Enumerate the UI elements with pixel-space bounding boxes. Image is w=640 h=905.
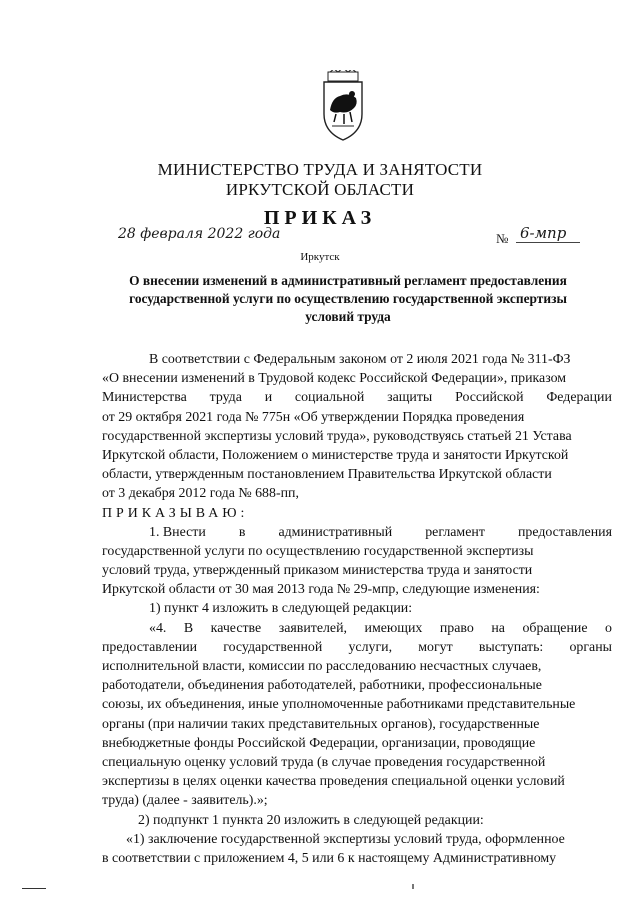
city-name: Иркутск xyxy=(300,251,340,263)
word: услуги, xyxy=(348,639,393,655)
footer-rule xyxy=(22,888,46,889)
word: Федерации xyxy=(546,390,612,406)
body-line-justified xyxy=(102,619,612,638)
body-line: «1) заключение государственной экспертизы условий труда, оформленное xyxy=(126,831,565,847)
body-line: исполнительной власти, комиссии по расследованию несчастных случаев, xyxy=(102,659,542,674)
word: имеющих xyxy=(364,620,423,636)
word: могут xyxy=(418,639,453,655)
subject-line: государственной услуги по осуществлению государственной экспертизы xyxy=(129,291,567,306)
body-line-justified xyxy=(102,388,612,407)
handwritten-date: 28 февраля 2022 года xyxy=(118,226,281,242)
order-command-word: ПРИКАЗЫВАЮ: xyxy=(102,505,249,521)
word: органы xyxy=(569,639,612,655)
word: о xyxy=(605,620,612,636)
body-line: государственной экспертизы условий труда», руководствуясь статьей 21 Устава xyxy=(102,428,572,444)
word: на xyxy=(491,620,505,636)
word: административный xyxy=(278,524,393,540)
word: В xyxy=(183,620,194,636)
ministry-name-line-2: ИРКУТСКОЙ ОБЛАСТИ xyxy=(225,180,415,199)
body-line: условий труда, утвержденный приказом министерства труда и занятости xyxy=(102,563,533,579)
order-body-text xyxy=(102,350,612,868)
body-line: области, утвержденным постановлением Правительства Иркутской области xyxy=(102,467,552,483)
word: «4. xyxy=(149,620,167,636)
body-line: специальную оценку условий труда (в случае проведения государственной xyxy=(102,754,546,770)
body-line: работодатели, объединения работодателей, работники, профессиональные xyxy=(102,678,542,694)
word: обращение xyxy=(522,620,588,636)
word: регламент xyxy=(425,524,485,540)
word: 1. Внести xyxy=(149,524,206,540)
coat-of-arms-icon xyxy=(318,70,368,142)
body-line: Иркутской области, Положением о министерстве труда и занятости Иркутской xyxy=(102,447,569,463)
body-line: государственной услуги по осуществлению государственной экспертизы xyxy=(102,543,534,559)
body-line: 2) подпункт 1 пункта 20 изложить в следующей редакции: xyxy=(138,812,484,828)
number-label: № xyxy=(496,231,509,246)
word: труда xyxy=(209,390,242,406)
body-line: союзы, их объединения, иные уполномоченные работниками представительные xyxy=(102,697,576,713)
word: защиты xyxy=(387,390,433,406)
document-type-title: ПРИКАЗ xyxy=(263,207,377,229)
word: заявителей, xyxy=(278,620,347,636)
word: качестве xyxy=(210,620,262,636)
word: Российской xyxy=(455,390,524,406)
body-line: экспертизы в целях оценки качества проведения специальной оценки условий xyxy=(102,774,565,790)
body-line: «О внесении изменений в Трудовой кодекс Российской Федерации», приказом xyxy=(102,371,567,387)
body-line: от 3 декабря 2012 года № 688-пп, xyxy=(102,486,299,502)
word: Министерства xyxy=(102,390,187,406)
order-subject-heading xyxy=(108,272,588,326)
body-line: внебюджетные фонды Российской Федерации, организации, проводящие xyxy=(102,735,536,751)
body-line: труда) (далее - заявитель).»; xyxy=(102,793,268,809)
ministry-name-line-1: МИНИСТЕРСТВО ТРУДА И ЗАНЯТОСТИ xyxy=(157,160,483,179)
word: право xyxy=(439,620,474,636)
body-line-justified xyxy=(102,523,612,542)
word: и xyxy=(264,390,273,406)
body-line: от 29 октября 2021 года № 775н «Об утверждении Порядка проведения xyxy=(102,409,525,425)
word: социальной xyxy=(294,390,365,406)
word: предоставлении xyxy=(102,639,198,655)
body-line: органы (при наличии таких представительных органов), государственные xyxy=(102,716,540,732)
subject-line: О внесении изменений в административный регламент предоставления xyxy=(129,273,567,288)
word: предоставления xyxy=(517,524,612,540)
handwritten-order-number: 6-мпр xyxy=(516,224,580,243)
body-line: 1) пункт 4 изложить в следующей редакции: xyxy=(149,601,413,617)
body-line: Иркутской области от 30 мая 2013 года № 29-мпр, следующие изменения: xyxy=(102,582,540,598)
word: в xyxy=(238,524,246,540)
word: государственной xyxy=(223,639,323,655)
body-line-justified xyxy=(102,638,612,657)
body-line: в соответствии с приложением 4, 5 или 6 к настоящему Административному xyxy=(102,850,557,866)
footer-mark xyxy=(412,884,414,889)
subject-line: условий труда xyxy=(305,309,391,324)
body-line: В соответствии с Федеральным законом от 2 июля 2021 года № 311-ФЗ xyxy=(149,352,571,367)
word: выступать: xyxy=(478,639,544,655)
